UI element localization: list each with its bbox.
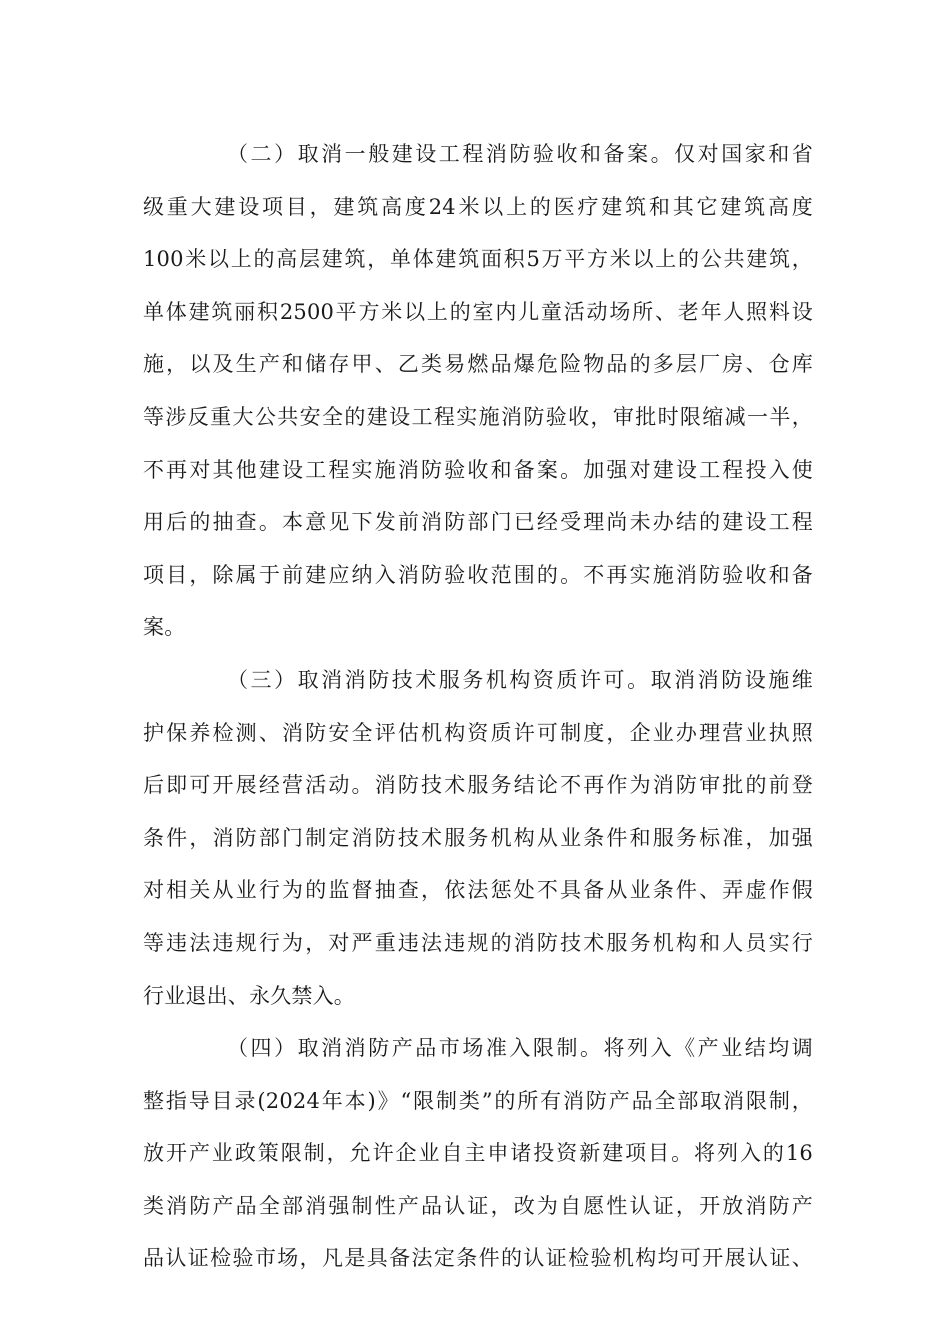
text-line: 用后的抽查。本意见下发前消防部门已经受理尚未办结的建设工程: [143, 510, 813, 535]
paragraph-section-3: [143, 654, 813, 1022]
text-line: 类消防产品全部消强制性产品认证，改为自愿性认证，开放消防产: [143, 1193, 813, 1218]
text-line: 等涉反重大公共安全的建设工程实施消防验收，审批时限缩减一半，: [143, 404, 813, 429]
text-line: （四）取消消防产品市场准入限制。将列入《产业结均调: [227, 1036, 813, 1061]
text-line: 后即可开展经营活动。消防技术服务结论不再作为消防审批的前登: [143, 773, 813, 798]
text-line: 单体建筑丽积2500平方米以上的室内儿童活动场所、老年人照料设: [143, 299, 813, 324]
text-line: 项目，除属于前建应纳入消防验收范围的。不再实施消防验收和备: [143, 562, 813, 587]
text-line: 条件，消防部门制定消防技术服务机构从业条件和服务标准，加强: [143, 825, 813, 850]
text-line: （三）取消消防技术服务机构资质许可。取消消防设施维: [227, 667, 813, 692]
text-line: 等违法违规行为，对严重违法违规的消防技术服务机构和人员实行: [143, 930, 813, 955]
text-line: 施，以及生产和储存甲、乙类易燃品爆危险物品的多层厂房、仓库: [143, 352, 813, 377]
text-line: 案。: [143, 615, 186, 640]
text-line: 对相关从业行为的监督抽查，依法惩处不具备从业条件、弄虚作假: [143, 878, 813, 903]
text-line: 护保养检测、消防安全评估机构资质许可制度，企业办理营业执照: [143, 720, 813, 745]
document-body: [143, 128, 813, 1285]
text-line: 级重大建设项目，建筑高度24米以上的医疗建筑和其它建筑高度: [143, 194, 813, 219]
text-line: 不再对其他建设工程实施消防验收和备案。加强对建设工程投入使: [143, 457, 813, 482]
text-line: 整指导目录(2024年本)》“限制类”的所有消防产品全部取消限制，: [143, 1088, 813, 1113]
text-line: 100米以上的高层建筑，单体建筑面积5万平方米以上的公共建筑，: [143, 247, 813, 272]
text-line: 行业退出、永久禁入。: [143, 983, 355, 1008]
text-line: （二）取消一般建设工程消防验收和备案。仅对国家和省: [227, 142, 813, 166]
paragraph-section-2: [143, 128, 813, 654]
paragraph-section-4: [143, 1022, 813, 1285]
text-line: 放开产业政策限制，允许企业自主申诸投资新建项目。将列入的16: [143, 1141, 813, 1166]
text-line: 品认证检验市场，凡是具备法定条件的认证检验机构均可开展认证、: [143, 1246, 813, 1271]
